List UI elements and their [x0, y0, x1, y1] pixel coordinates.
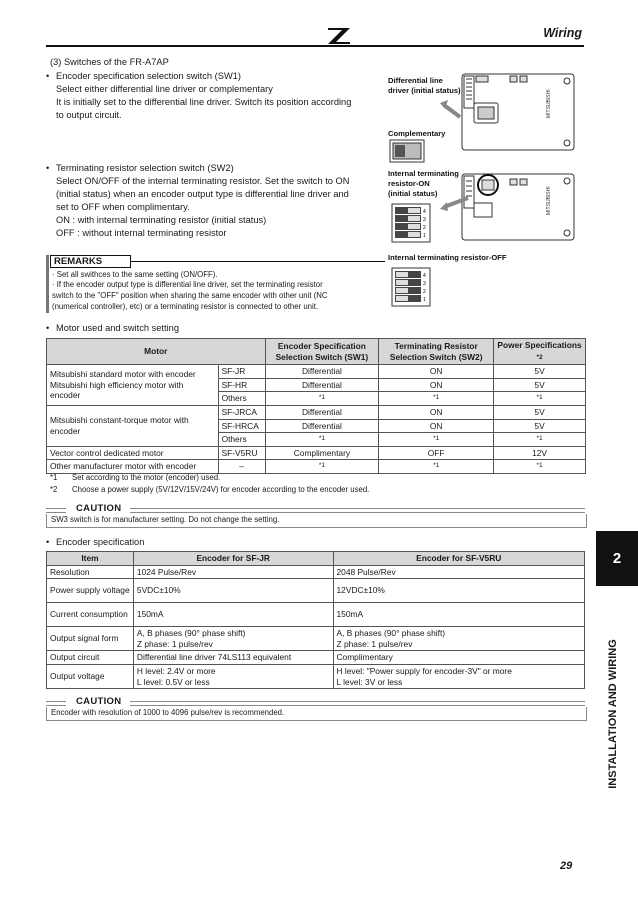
jr-cell: 150mA — [133, 603, 333, 627]
power-cell: 5V — [494, 419, 586, 433]
power-cell: 5V — [494, 378, 586, 392]
fig-term-on-label: Internal terminating — [388, 169, 459, 178]
v5ru-cell: Complimentary — [333, 651, 585, 665]
v5ru-cell — [333, 627, 585, 651]
motor-section-title: Motor used and switch setting — [56, 323, 179, 333]
power-header-text: Power Specifications — [497, 340, 582, 350]
jr-cell-line: H level: 2.4V or more — [136, 665, 216, 676]
jr-cell: 1024 Pulse/Rev — [133, 565, 333, 579]
v5ru-header: Encoder for SF-V5RU — [333, 552, 585, 566]
note-mark: *1 — [50, 473, 58, 482]
note-text: Choose a power supply (5V/12V/15V/24V) for encoder according to the encoder used. — [72, 485, 370, 494]
power-cell: 5V — [494, 365, 586, 379]
sw2-line: (initial status) when an encoder output type is differential line driver and — [56, 189, 349, 199]
dip-digit: 1 — [423, 297, 426, 303]
remarks-line: · If the encoder output type is differential line driver, set the terminating resistor — [52, 280, 323, 289]
motor-model: SF-V5RU — [218, 446, 265, 460]
mitsubishi-z-logo — [326, 27, 352, 45]
motor-group: Mitsubishi constant-torque motor with encoder — [47, 405, 219, 446]
v5ru-cell-line: Z phase: 1 pulse/rev — [336, 638, 413, 649]
caution-title: CAUTION — [76, 696, 122, 707]
fig-diff-label: Differential line — [388, 76, 443, 85]
motor-switch-table — [46, 338, 586, 474]
remarks-line: (numerical controller), etc) or a terminating resistor is connected to other unit. — [52, 302, 319, 311]
sw1-cell: Differential — [265, 378, 379, 392]
fig-complementary-label: Complementary — [388, 129, 446, 138]
motor-header: Motor — [47, 339, 266, 365]
sw1-line: to output circuit. — [56, 110, 122, 120]
dip-digit: 4 — [423, 209, 426, 215]
sw1-cell: Differential — [265, 365, 379, 379]
power-cell: *1 — [494, 433, 586, 447]
caution-text: Encoder with resolution of 1000 to 4096 pulse/rev is recommended. — [51, 708, 285, 717]
remarks-rule — [131, 261, 385, 262]
sw1-bullet: • — [46, 71, 50, 81]
sw2-title: Terminating resistor selection switch (SW2) — [56, 163, 234, 173]
sw2-bullet: • — [46, 163, 50, 173]
jr-cell: Differential line driver 74LS113 equivalent — [133, 651, 333, 665]
jr-cell-line: A, B phases (90° phase shift) — [136, 628, 246, 639]
section-heading: (3) Switches of the FR-A7AP — [50, 57, 169, 67]
header-rule — [46, 45, 584, 47]
item-cell: Power supply voltage — [47, 579, 134, 603]
dip-digit: 4 — [423, 273, 426, 279]
dip-digit: 2 — [423, 289, 426, 295]
motor-model: SF-JRCA — [218, 405, 265, 419]
note-mark: *2 — [50, 485, 58, 494]
v5ru-cell-line: A, B phases (90° phase shift) — [336, 628, 446, 639]
v5ru-cell — [333, 664, 585, 688]
sw1-cell: Differential — [265, 405, 379, 419]
sw2-cell: ON — [379, 405, 494, 419]
item-cell: Output signal form — [47, 627, 134, 651]
motor-model: SF-HR — [218, 378, 265, 392]
jr-cell — [133, 627, 333, 651]
jr-cell — [133, 664, 333, 688]
brand-mark: MITSUBISHI — [546, 89, 552, 118]
fig-term-on-label: resistor-ON — [388, 179, 430, 188]
sw2-cell: *1 — [379, 460, 494, 474]
caution-rule — [130, 701, 585, 706]
sw1-line: Select either differential line driver or complementary — [56, 84, 273, 94]
v5ru-cell-line: L level: 3V or less — [336, 676, 403, 687]
power-cell: 5V — [494, 405, 586, 419]
caution-rule — [130, 508, 585, 513]
dip-digit: 3 — [423, 281, 426, 287]
remarks-line: · Set all swithces to the same setting (ON/OFF). — [52, 270, 218, 279]
caution-rule — [46, 508, 66, 513]
sw1-cell: *1 — [265, 392, 379, 406]
sw2-cell: ON — [379, 365, 494, 379]
dip-switch-off-diagram — [391, 267, 431, 307]
v5ru-cell: 2048 Pulse/Rev — [333, 565, 585, 579]
note-text: Set according to the motor (encoder) used. — [72, 473, 221, 482]
motor-model: SF-HRCA — [218, 419, 265, 433]
dip-digit: 3 — [423, 217, 426, 223]
dip-switch-on-diagram — [391, 203, 431, 243]
motor-model: Others — [218, 433, 265, 447]
motor-bullet: • — [46, 323, 50, 333]
sw1-cell: Differential — [265, 419, 379, 433]
option-board-diagram — [440, 173, 576, 243]
jr-cell-line: Z phase: 1 pulse/rev — [136, 638, 213, 649]
sw2-line: OFF : without internal terminating resistor — [56, 228, 227, 238]
sw2-line: Select ON/OFF of the internal terminating resistor. Set the switch to ON — [56, 176, 350, 186]
item-header: Item — [47, 552, 134, 566]
item-cell: Output voltage — [47, 664, 134, 688]
jr-cell: 5VDC±10% — [133, 579, 333, 603]
sw1-title: Encoder specification selection switch (SW1) — [56, 71, 241, 81]
item-cell: Output circuit — [47, 651, 134, 665]
sw2-header: Terminating Resistor Selection Switch (SW2) — [379, 339, 494, 365]
motor-group: Mitsubishi standard motor with encoder Mitsubishi high efficiency motor with encoder — [47, 365, 219, 406]
remarks-bar — [46, 255, 49, 313]
power-cell: 12V — [494, 446, 586, 460]
chapter-title-tab — [606, 600, 620, 830]
complementary-switch-diagram — [389, 139, 425, 163]
fig-term-off-label: Internal terminating resistor-OFF — [388, 253, 507, 262]
chapter-title: INSTALLATION AND WIRING — [607, 639, 619, 789]
power-header — [494, 339, 586, 365]
sw1-cell: *1 — [265, 460, 379, 474]
encoder-section-title: Encoder specification — [56, 537, 145, 547]
power-cell: *1 — [494, 392, 586, 406]
caution-title: CAUTION — [76, 503, 122, 514]
fig-diff-label: driver (initial status) — [388, 86, 461, 95]
fig-term-on-label: (initial status) — [388, 189, 438, 198]
power-cell: *1 — [494, 460, 586, 474]
header-title: Wiring — [543, 26, 582, 40]
sw2-cell: OFF — [379, 446, 494, 460]
sw1-line: It is initially set to the differential line driver. Switch its position according — [56, 97, 352, 107]
page-number: 29 — [560, 860, 573, 872]
remarks-line: switch to the "OFF" position when sharing the same encoder with other unit (NC — [52, 291, 328, 300]
sw2-cell: *1 — [379, 433, 494, 447]
dip-digit: 2 — [423, 225, 426, 231]
dip-digit: 1 — [423, 233, 426, 239]
sw1-header: Encoder Specification Selection Switch (SW1) — [265, 339, 379, 365]
chapter-number-tab: 2 — [596, 531, 638, 586]
v5ru-cell: 150mA — [333, 603, 585, 627]
sw2-line: ON : with internal terminating resistor (initial status) — [56, 215, 267, 225]
sw2-cell: ON — [379, 378, 494, 392]
motor-model: SF-JR — [218, 365, 265, 379]
motor-group: Other manufacturer motor with encoder — [47, 460, 219, 474]
item-cell: Resolution — [47, 565, 134, 579]
sw1-cell: Complimentary — [265, 446, 379, 460]
encoder-spec-table — [46, 551, 585, 689]
item-cell: Current consumption — [47, 603, 134, 627]
caution-text: SW3 switch is for manufacturer setting. Do not change the setting. — [51, 515, 280, 524]
jr-header: Encoder for SF-JR — [133, 552, 333, 566]
option-board-diagram — [440, 73, 576, 153]
sw2-cell: ON — [379, 419, 494, 433]
jr-cell-line: L level: 0.5V or less — [136, 676, 210, 687]
v5ru-cell-line: H level: "Power supply for encoder-3V" or more — [336, 665, 512, 676]
sw2-cell: *1 — [379, 392, 494, 406]
v5ru-cell: 12VDC±10% — [333, 579, 585, 603]
motor-model: Others — [218, 392, 265, 406]
power-header-note: *2 — [536, 353, 543, 361]
motor-group: Vector control dedicated motor — [47, 446, 219, 460]
brand-mark: MITSUBISHI — [546, 186, 552, 215]
sw2-line: set to OFF when complimentary. — [56, 202, 190, 212]
sw1-cell: *1 — [265, 433, 379, 447]
encoder-bullet: • — [46, 537, 50, 547]
remarks-label: REMARKS — [50, 255, 131, 268]
motor-model: – — [218, 460, 265, 474]
caution-rule — [46, 701, 66, 706]
